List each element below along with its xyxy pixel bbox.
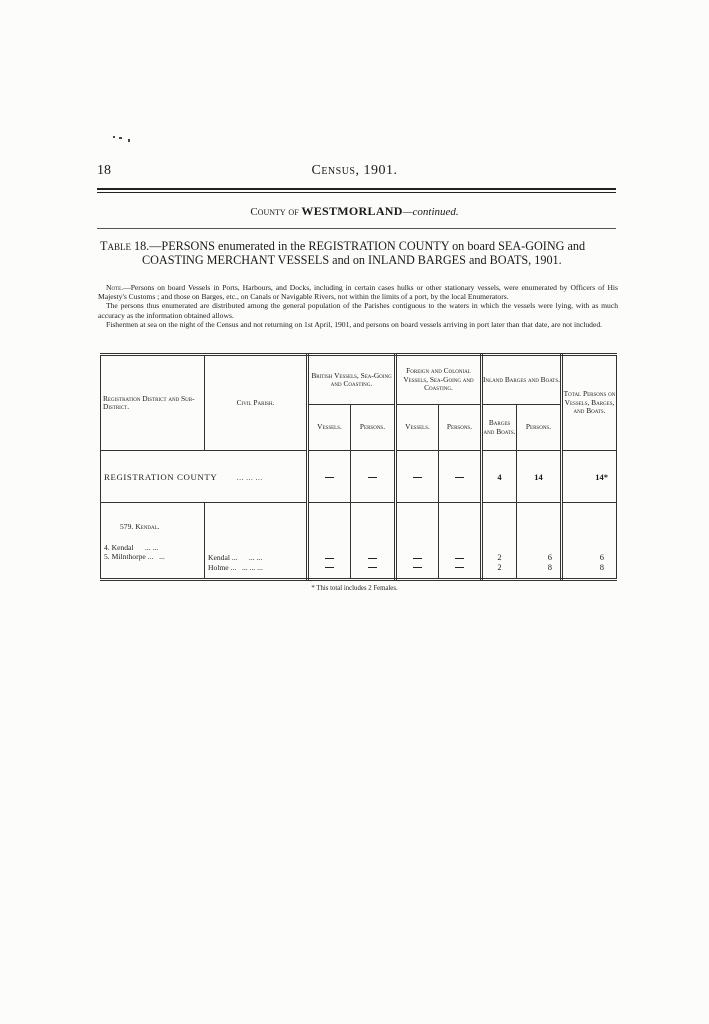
section-rule <box>97 228 616 229</box>
dash <box>396 451 439 503</box>
scan-speck <box>113 136 115 138</box>
table-title-line1: —PERSONS enumerated in the REGISTRATION COUNTY on board SEA-GOING and <box>149 239 586 253</box>
leader-dots: ... ... <box>248 553 263 562</box>
subdistrict-name: 4. Kendal <box>104 542 134 552</box>
foreign-vessels-header: Vessels. <box>396 405 439 451</box>
foreign-persons-header: Persons. <box>439 405 482 451</box>
leader-dots: ... ... ... <box>241 562 263 572</box>
dash-cell <box>439 503 482 580</box>
british-header: British Vessels, Sea-Going and Coasting. <box>308 355 396 405</box>
inland-header: Inland Barges and Boats. <box>482 355 562 405</box>
note-paragraph-1 <box>98 283 618 301</box>
total-value: 6 <box>599 552 604 562</box>
parish-name: Holme ... <box>208 562 237 572</box>
dash <box>439 451 482 503</box>
district-header: Registration District and Sub-District. <box>101 355 205 451</box>
county-label: REGISTRATION COUNTY <box>104 471 218 482</box>
district-block <box>101 503 617 580</box>
total-value: 8 <box>599 561 604 572</box>
scan-speck <box>119 137 122 139</box>
county-row <box>101 451 617 503</box>
header-rule-top <box>97 188 616 190</box>
british-persons-header: Persons. <box>351 405 396 451</box>
table-title <box>100 239 620 267</box>
persons-value: 6 <box>547 552 552 562</box>
dash <box>308 451 351 503</box>
note-label: Note. <box>106 283 124 292</box>
persons-cell <box>517 503 562 580</box>
running-head: Census, 1901. <box>311 163 398 178</box>
barges-header: Barges and Boats. <box>482 405 517 451</box>
subdistrict-row <box>104 552 204 562</box>
county-total: 14* <box>562 451 617 503</box>
barges-value: 2 <box>497 552 502 562</box>
parish-header: Civil Parish. <box>205 355 308 451</box>
dash-cell <box>351 503 396 580</box>
county-persons: 14 <box>517 451 562 503</box>
foreign-header: Foreign and Colonial Vessels, Sea-Going and Coasting. <box>396 355 482 405</box>
scan-speck <box>128 139 130 142</box>
parish-row <box>208 563 306 573</box>
barges-value: 2 <box>497 561 502 572</box>
subdistrict-name: 5. Milnthorpe ... <box>104 552 154 561</box>
barges-cell <box>482 503 517 580</box>
inland-persons-header: Persons. <box>517 405 562 451</box>
county-title <box>0 204 709 219</box>
county-prefix: County of <box>250 206 299 218</box>
total-header: Total Persons on Vessels, Barges, and Boats. <box>562 355 617 451</box>
subdistrict-cell <box>101 503 205 580</box>
subdistrict-row <box>104 543 204 553</box>
dash-cell <box>396 503 439 580</box>
parish-cell <box>205 503 308 580</box>
total-cell <box>562 503 617 580</box>
county-row-label <box>101 451 308 503</box>
table-label: Table 18. <box>100 239 150 253</box>
header-row-1 <box>101 355 617 405</box>
leader-dots: ... ... <box>144 542 159 552</box>
page-number: 18 <box>97 163 111 178</box>
county-suffix: —continued. <box>402 206 459 218</box>
note-paragraph-3: Fishermen at sea on the night of the Census and not returning on 1st April, 1901, and persons on board vessels arriving in port later than that date, are not included. <box>106 319 603 329</box>
header-rule-bottom <box>97 192 616 193</box>
leader-dots: ... <box>159 552 165 561</box>
dash <box>351 451 396 503</box>
note-paragraph-2: The persons thus enumerated are distributed among the general population of the Parishes contiguous to the waters in which the vessels were lying, with as much accuracy as the information obtained allows. <box>98 301 618 320</box>
note <box>98 283 618 329</box>
district-heading: 579. Kendal. <box>120 522 160 531</box>
parish-name: Kendal ... <box>208 553 238 562</box>
persons-value: 8 <box>547 561 552 572</box>
dash-cell <box>308 503 351 580</box>
british-vessels-header: Vessels. <box>308 405 351 451</box>
footnote: * This total includes 2 Females. <box>311 585 398 592</box>
note-text-1: —Persons on board Vessels in Ports, Harbours, and Docks, including in certain cases hulks or other stationary vessels, were enumerated by Officers of His Majesty's Customs ; and those on Barges, etc., on Canals or Navigable Rivers, not within the limits of a port, by the local Enumerators. <box>98 283 618 302</box>
vessels-table <box>100 353 617 581</box>
county-name: WESTMORLAND <box>301 204 403 218</box>
table-title-line2: COASTING MERCHANT VESSELS and on INLAND BARGES and BOATS, 1901. <box>142 253 562 267</box>
county-barges: 4 <box>482 451 517 503</box>
parish-row <box>208 553 306 563</box>
county-leader: ... ... ... <box>236 473 263 482</box>
